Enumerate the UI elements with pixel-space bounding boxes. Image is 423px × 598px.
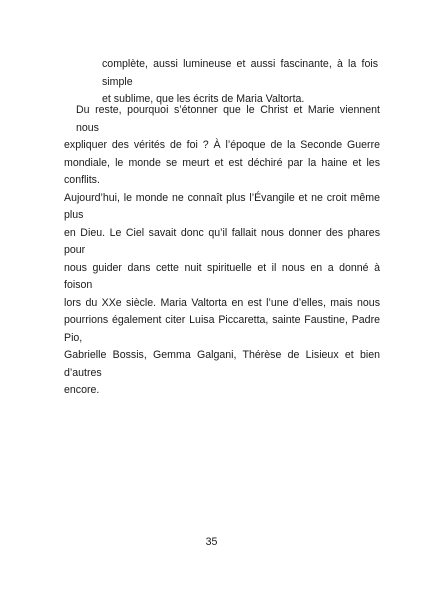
paragraph-line: Aujourd’hui, le monde ne connaît plus l’Évangile et ne croit même plus	[64, 191, 380, 221]
body-paragraph	[64, 102, 380, 400]
paragraph-line: encore.	[64, 384, 100, 396]
paragraph-line: Du reste, pourquoi s’étonner que le Christ et Marie viennent nous	[76, 104, 380, 134]
paragraph-line: mondiale, le monde se meurt et est déchiré par la haine et les conflits.	[64, 156, 380, 186]
quote-line: complète, aussi lumineuse et aussi fascinante, à la fois simple	[102, 58, 378, 88]
block-quote	[102, 56, 378, 109]
paragraph-line: nous guider dans cette nuit spirituelle et il nous en a donné à foison	[64, 261, 380, 291]
paragraph-line: pourrions également citer Luisa Piccaretta, sainte Faustine, Padre Pio,	[64, 314, 380, 344]
paragraph-line: lors du XXe siècle. Maria Valtorta en est l’une d’elles, mais nous	[64, 296, 380, 309]
paragraph-line: en Dieu. Le Ciel savait donc qu’il fallait nous donner des phares pour	[64, 226, 380, 256]
paragraph-line: expliquer des vérités de foi ? À l’époque de la Seconde Guerre	[64, 139, 380, 151]
paragraph-line: Gabrielle Bossis, Gemma Galgani, Thérèse de Lisieux et bien d’autres	[64, 349, 380, 379]
quote-line: et sublime, que les écrits de Maria Valtorta.	[102, 93, 305, 105]
page-number: 35	[205, 536, 218, 548]
